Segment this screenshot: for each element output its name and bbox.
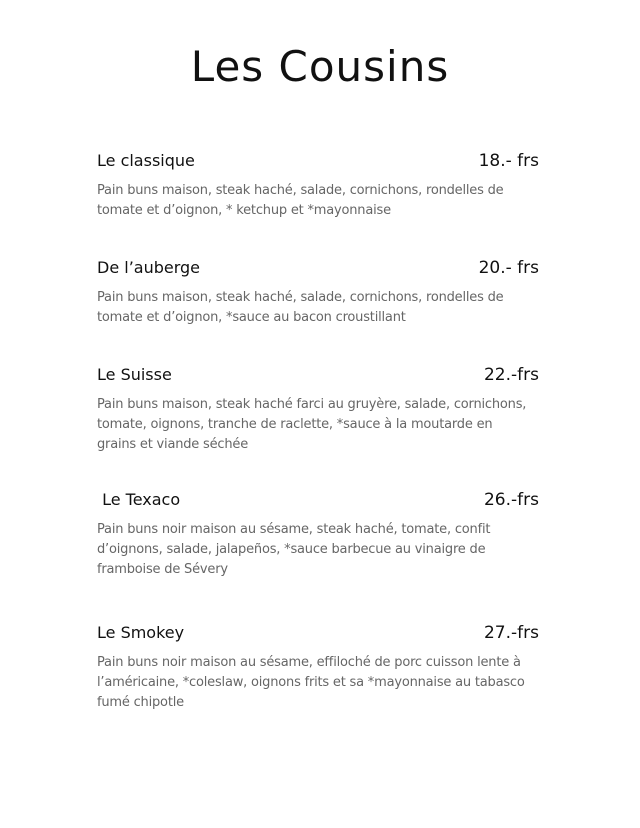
menu-item-suisse [97, 365, 539, 455]
menu-item-texaco [97, 490, 539, 580]
item-price: 27.-frs [483, 623, 539, 643]
item-price: 20.- frs [478, 258, 539, 278]
desc-line: tomate et d’oignon, *sauce au bacon croustillant [97, 310, 406, 325]
item-description [97, 520, 539, 580]
item-name: Le Smokey [97, 623, 185, 642]
desc-line: Pain buns noir maison au sésame, effiloché de porc cuisson lente à [97, 655, 521, 670]
item-description [97, 395, 539, 455]
item-description [97, 288, 539, 328]
desc-line: tomate, oignons, tranche de raclette, *sauce à la moutarde en [97, 417, 493, 432]
desc-line: tomate et d’oignon, * ketchup et *mayonnaise [97, 203, 391, 218]
menu-item-smokey [97, 623, 539, 713]
menu-item-classique [97, 151, 539, 221]
item-description [97, 181, 539, 221]
item-name: De l’auberge [97, 258, 201, 277]
desc-line: Pain buns noir maison au sésame, steak haché, tomate, confit [97, 522, 491, 537]
item-price: 18.- frs [478, 151, 539, 171]
item-price: 26.-frs [483, 490, 539, 510]
item-name: Le Texaco [97, 490, 181, 509]
desc-line: framboise de Sévery [97, 562, 228, 577]
desc-line: d’oignons, salade, jalapeños, *sauce barbecue au vinaigre de [97, 542, 486, 557]
menu-item-auberge [97, 258, 539, 328]
item-description [97, 653, 539, 713]
item-name: Le Suisse [97, 365, 172, 384]
item-price: 22.-frs [483, 365, 539, 385]
desc-line: Pain buns maison, steak haché, salade, cornichons, rondelles de [97, 290, 504, 305]
desc-line: Pain buns maison, steak haché, salade, cornichons, rondelles de [97, 183, 504, 198]
desc-line: Pain buns maison, steak haché farci au gruyère, salade, cornichons, [97, 397, 527, 412]
desc-line: fumé chipotle [97, 695, 184, 710]
desc-line: grains et viande séchée [97, 437, 248, 452]
desc-line: l’américaine, *coleslaw, oignons frits et sa *mayonnaise au tabasco [97, 675, 525, 690]
item-name: Le classique [97, 151, 195, 170]
page-title: Les Cousins [190, 42, 450, 91]
